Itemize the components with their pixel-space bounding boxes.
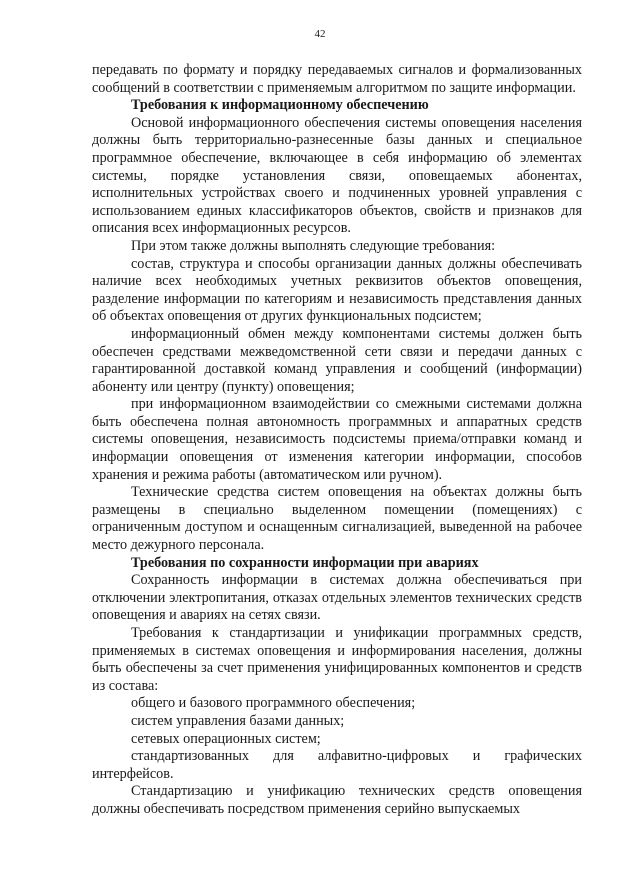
requirement-autonomy: при информационном взаимодействии со смежными системами должна быть обеспечена полная автономность программных и аппаратных средств системы оповещения, независимость подсистемы приема/отправки команд и информации оповещения от изменения категории информации, способов хранения и режима работы (автоматическом или ручном).: [92, 396, 582, 483]
requirement-data-structure: состав, структура и способы организации данных должны обеспечивать наличие всех необходимых учетных реквизитов объектов оповещения, разделение информации по категориям и независимость представления данных об объектах оповещения от других функциональных подсистем;: [92, 255, 582, 325]
paragraph-data-safety: Сохранность информации в системах должна обеспечиваться при отключении электропитания, отказах отдельных элементов технических средств оповещения и авариях на сетях связи.: [92, 572, 582, 624]
list-item-base-software: общего и базового программного обеспечения;: [131, 695, 416, 712]
paragraph-information-basis: Основой информационного обеспечения системы оповещения населения должны быть территориально-разнесенные базы данных и специальное программное обеспечение, включающее в себя информацию об элементах системы, порядке установления связи, оповещаемых абонентах, исполнительных устройствах своего и подчиненных уровней управления с использованием единых классификаторов объектов, свойств и признаков для описания всех информационных ресурсов.: [92, 114, 582, 237]
paragraph-standardization-hardware: Стандартизацию и унификацию технических средств оповещения должны обеспечивать посредством применения серийно выпускаемых: [92, 783, 582, 817]
requirement-information-exchange: информационный обмен между компонентами системы должен быть обеспечен средствами межведомственной сети связи и передачи данных с гарантированной доставкой команд управления и сообщений (информации) абоненту или центру (пункту) оповещения;: [92, 325, 582, 395]
list-item-dbms: систем управления базами данных;: [131, 712, 345, 729]
section-heading-information-support: Требования к информационному обеспечению: [131, 97, 429, 114]
list-item-network-os: сетевых операционных систем;: [131, 730, 321, 747]
paragraph-standardization-software: Требования к стандартизации и унификации программных средств, применяемых в системах оповещения и информирования населения, должны быть обеспечены за счет применения унифицированных компонентов и средств из состава:: [92, 625, 582, 694]
list-item-interfaces: стандартизованных для алфавитно-цифровых и графических интерфейсов.: [92, 748, 582, 782]
document-body: [92, 62, 582, 819]
paragraph-continuation: передавать по формату и порядку передаваемых сигналов и формализованных сообщений в соответствии с применяемым алгоритмом по защите информации.: [92, 62, 582, 96]
paragraph-requirements-intro: При этом также должны выполнять следующие требования:: [131, 237, 496, 254]
page-number: 42: [314, 28, 326, 40]
section-heading-data-safety: Требования по сохранности информации при авариях: [131, 554, 479, 571]
paragraph-technical-means-placement: Технические средства систем оповещения на объектах должны быть размещены в специально выделенном помещении (помещениях) с ограниченным доступом и оснащенным сигнализацией, выведенной на рабочее место дежурного персонала.: [92, 484, 582, 554]
